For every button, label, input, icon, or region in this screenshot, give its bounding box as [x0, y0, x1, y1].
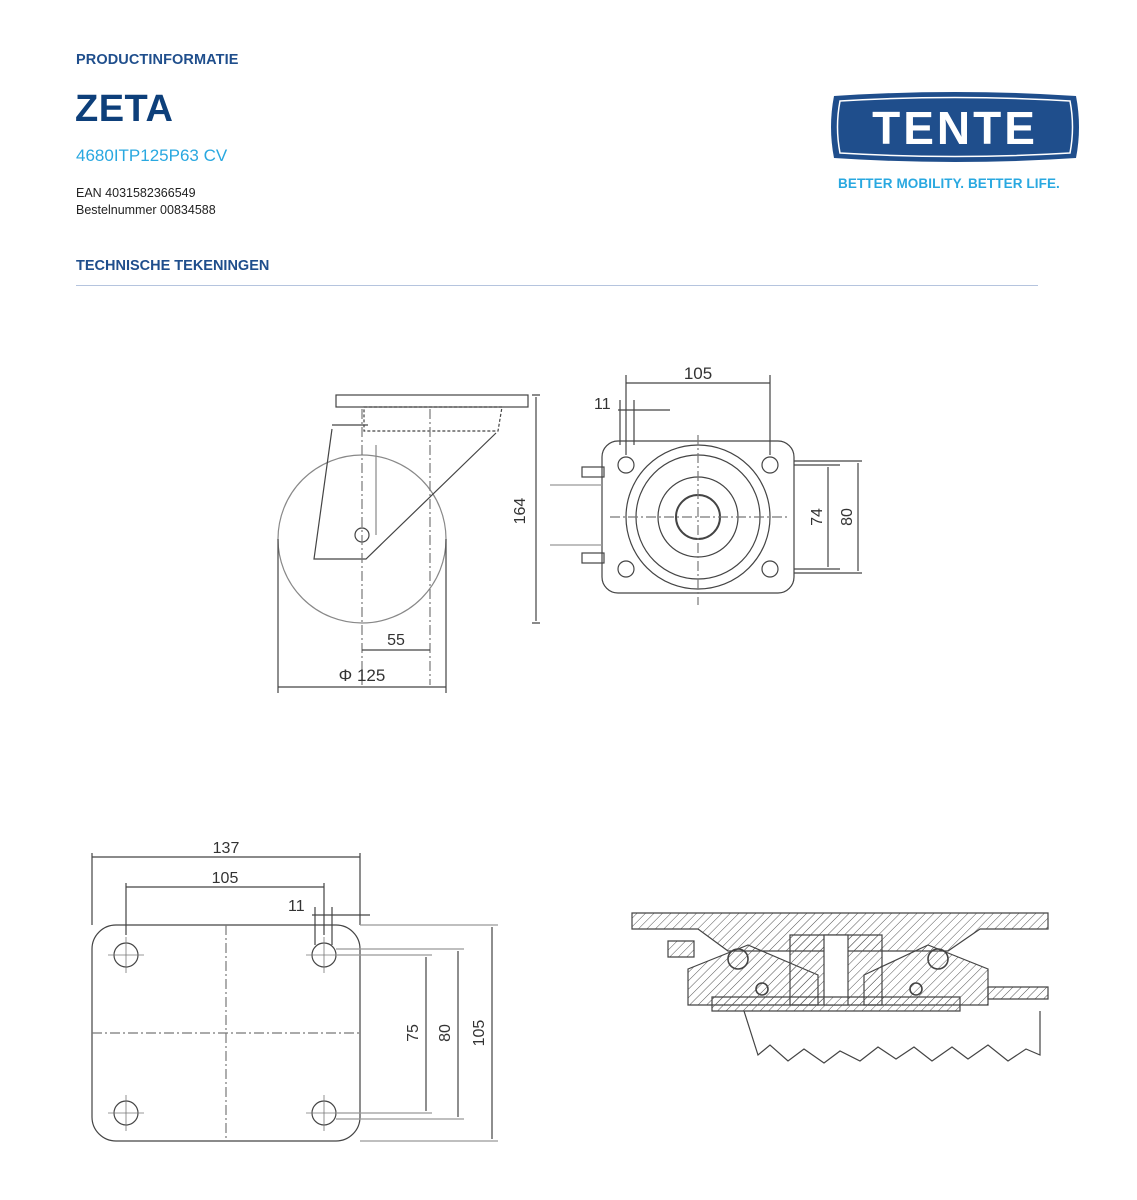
- dim-hole-diameter: 11: [594, 396, 611, 413]
- bolt-hole-2: [762, 457, 778, 473]
- dim-plate-depth: 80: [839, 508, 856, 526]
- swivel-head: [364, 407, 502, 431]
- dim-wheel-diameter: Φ 125: [338, 666, 386, 685]
- side-view-drawing: [270, 385, 560, 705]
- section-view-drawing: [628, 905, 1058, 1075]
- top-view-drawing: [540, 355, 870, 615]
- dim-hole-spacing-y: 75: [405, 1024, 422, 1042]
- section-title: TECHNISCHE TEKENINGEN: [76, 258, 270, 274]
- fork: [314, 429, 496, 559]
- dim-plate-width: 137: [212, 840, 240, 857]
- dim-plate-height: 105: [471, 1019, 488, 1047]
- dim-hole-diameter: 11: [288, 898, 305, 915]
- bolt-hole-1: [618, 457, 634, 473]
- product-title: ZETA: [75, 88, 174, 130]
- dim-hole-spacing-x: 105: [683, 364, 713, 383]
- dim-height: 164: [512, 497, 529, 525]
- mounting-plate: [336, 395, 528, 407]
- order-number: Bestelnummer 00834588: [76, 203, 216, 217]
- article-number: 4680ITP125P63 CV: [76, 146, 228, 165]
- dim-hole-spacing-y: 74: [809, 508, 826, 526]
- bolt-hole-4: [762, 561, 778, 577]
- tente-logo: [828, 92, 1082, 162]
- ean-code: EAN 4031582366549: [76, 186, 196, 200]
- logo-wordmark: TENTE: [872, 102, 1038, 154]
- section-divider: [76, 285, 1038, 286]
- plate-view-drawing: [80, 835, 510, 1150]
- document-kicker: PRODUCTINFORMATIE: [76, 52, 239, 68]
- logo-tagline: BETTER MOBILITY. BETTER LIFE.: [838, 176, 1060, 191]
- dim-offset: 55: [387, 632, 405, 649]
- dim-hole-spacing-x: 105: [211, 870, 239, 887]
- dim-inner-depth: 80: [437, 1024, 454, 1042]
- bolt-hole-3: [618, 561, 634, 577]
- break-line: [744, 1011, 1040, 1063]
